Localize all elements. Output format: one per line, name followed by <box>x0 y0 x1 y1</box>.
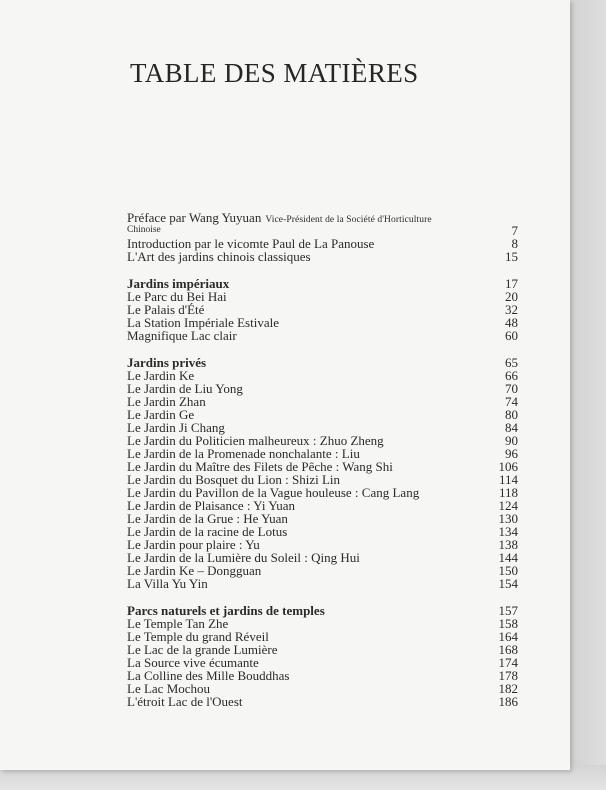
page-title: TABLE DES MATIÈRES <box>130 58 419 88</box>
toc-entry-page: 8 <box>511 236 518 251</box>
toc-entry-page: 96 <box>505 446 518 461</box>
toc-entry-page: 15 <box>505 249 518 264</box>
toc-entry-label: L'étroit Lac de l'Ouest <box>127 694 243 709</box>
preface-affiliation-cont: Chinoise <box>127 225 161 235</box>
toc-entry-page: 118 <box>498 485 518 500</box>
preface-author: Préface par Wang Yuyuan <box>127 210 262 225</box>
section-heading-label: Jardins privés <box>127 355 207 370</box>
toc-entry-label: Le Jardin de la Grue : He Yuan <box>127 511 288 526</box>
section-heading-label: Parcs naturels et jardins de temples <box>127 603 325 618</box>
section-heading-label: Jardins impériaux <box>127 276 230 291</box>
toc-entry-label: Le Jardin pour plaire : Yu <box>127 537 260 552</box>
toc-entry-page: 150 <box>498 563 518 578</box>
toc-entry-page: 106 <box>498 459 518 474</box>
toc-entry-label: L'Art des jardins chinois classiques <box>127 249 311 264</box>
toc-entry-page: 164 <box>498 629 518 644</box>
toc-entry-page: 48 <box>505 315 518 330</box>
toc-entry-label: Le Jardin de Plaisance : Yi Yuan <box>127 498 295 513</box>
toc-entry-label: Le Jardin Ge <box>127 407 195 422</box>
toc-entry-label: La Colline des Mille Bouddhas <box>127 668 290 683</box>
toc-entry-label: Le Jardin Zhan <box>127 394 206 409</box>
toc-entry-label: Le Jardin de la Promenade nonchalante : Liu <box>127 446 360 461</box>
toc-entry-page: 90 <box>505 433 518 448</box>
preface-affiliation: Vice-Président de la Société d'Horticulture <box>265 215 432 225</box>
toc-entry-label: Le Jardin de Liu Yong <box>127 381 243 396</box>
toc-entry-label: Le Jardin Ji Chang <box>127 420 225 435</box>
toc-entry-label: Le Jardin Ke – Dongguan <box>127 563 262 578</box>
toc-entry-label: Le Lac de la grande Lumière <box>127 642 278 657</box>
toc-entry-label: La Source vive écumante <box>127 655 259 670</box>
toc-entry-label: Le Temple Tan Zhe <box>127 616 229 631</box>
toc-entry-page: 20 <box>505 289 518 304</box>
toc-entry-page: 84 <box>505 420 518 435</box>
toc-entry-page: 114 <box>498 472 518 487</box>
table-of-contents <box>127 211 518 708</box>
toc-entry-page: 130 <box>498 511 518 526</box>
toc-entry-page: 157 <box>498 603 518 618</box>
toc-entry-page: 168 <box>498 642 518 657</box>
toc-entry-label: Magnifique Lac clair <box>127 328 237 343</box>
toc-entry-label: Le Jardin du Pavillon de la Vague houleuse : Cang Lang <box>127 485 420 500</box>
toc-entry-page: 134 <box>498 524 518 539</box>
toc-entry-page: 178 <box>498 668 518 683</box>
toc-entry-preface <box>127 211 518 225</box>
toc-entry-page: 154 <box>498 576 518 591</box>
toc-entry-page: 80 <box>505 407 518 422</box>
section-spacer <box>127 590 518 604</box>
toc-entry-page: 138 <box>498 537 518 552</box>
toc-entry-label: La Villa Yu Yin <box>127 576 208 591</box>
toc-entry-page: 124 <box>498 498 518 513</box>
toc-entry-label: Le Jardin du Politicien malheureux : Zhuo Zheng <box>127 433 384 448</box>
toc-entry-label: Le Jardin du Maître des Filets de Pêche : Wang Shi <box>127 459 393 474</box>
toc-entry-page: 60 <box>505 328 518 343</box>
toc-entry <box>127 250 518 263</box>
toc-entry-label: Le Palais d'Été <box>127 302 205 317</box>
toc-entry-page: 70 <box>505 381 518 396</box>
toc-entry-label: Le Jardin de la Lumière du Soleil : Qing Hui <box>127 550 360 565</box>
section-spacer <box>127 263 518 277</box>
toc-entry-page: 17 <box>505 276 518 291</box>
toc-entry-page: 66 <box>505 368 518 383</box>
toc-entry-page: 7 <box>511 223 518 238</box>
toc-entry-label: Le Lac Mochou <box>127 681 211 696</box>
toc-entry <box>127 329 518 342</box>
toc-entry-page: 65 <box>505 355 518 370</box>
section-spacer <box>127 342 518 356</box>
toc-entry-label: Le Jardin de la racine de Lotus <box>127 524 288 539</box>
toc-entry-page: 174 <box>498 655 518 670</box>
toc-entry-page: 144 <box>498 550 518 565</box>
toc-entry-page: 182 <box>498 681 518 696</box>
toc-entry-page: 74 <box>505 394 518 409</box>
toc-entry-label: Le Parc du Bei Hai <box>127 289 227 304</box>
toc-entry-page: 186 <box>498 694 518 709</box>
toc-entry-label: La Station Impériale Estivale <box>127 315 279 330</box>
toc-entry-page: 158 <box>498 616 518 631</box>
toc-entry-label: Introduction par le vicomte Paul de La Panouse <box>127 236 375 251</box>
toc-entry-page: 32 <box>505 302 518 317</box>
toc-entry <box>127 577 518 590</box>
toc-entry <box>127 695 518 708</box>
toc-entry-label: Le Jardin Ke <box>127 368 195 383</box>
toc-entry-label: Le Temple du grand Réveil <box>127 629 269 644</box>
toc-entry-label: Le Jardin du Bosquet du Lion : Shizi Lin <box>127 472 341 487</box>
